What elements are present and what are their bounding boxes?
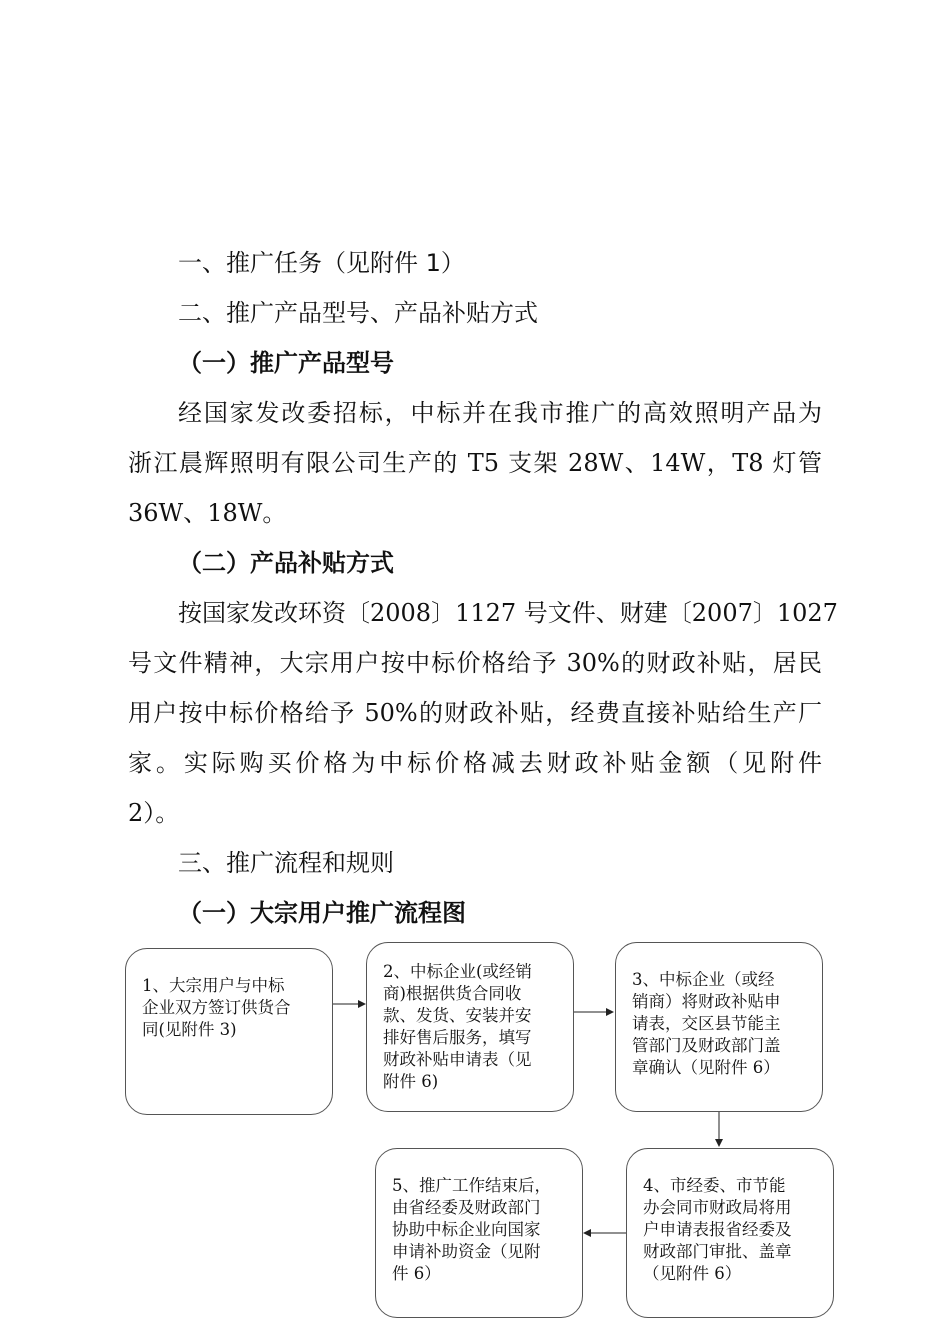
flow-step-5-text: 5、推广工作结束后， 由省经委及财政部门 协助中标企业向国家 申请补助资金（见附 件 6） (392, 1176, 551, 1283)
section-2-2-title: （二）产品补贴方式 (178, 548, 394, 577)
flow-step-2-text: 2、中标企业(或经销 商)根据供货合同收 款、发货、安装并安 排好售后服务，填写 财政补贴申请表（见 附件 6) (383, 962, 532, 1091)
paragraph-line: 36W、18W。 (128, 499, 287, 527)
flow-step-1 (125, 948, 333, 1115)
paragraph-line: 号文件精神，大宗用户按中标价格给予 30%的财政补贴，居民 (128, 649, 822, 677)
flow-step-4 (626, 1148, 834, 1318)
paragraph-line: 家。实际购买价格为中标价格减去财政补贴金额（见附件 (128, 749, 822, 777)
section-3-title: 三、推广流程和规则 (178, 849, 394, 877)
section-2-title: 二、推广产品型号、产品补贴方式 (178, 299, 538, 327)
flow-step-3-text: 3、中标企业（或经 销商）将财政补贴申 请表，交区县节能主 管部门及财政部门盖 章确认（见附件 6） (632, 970, 781, 1077)
paragraph-line: 按国家发改环资〔2008〕1127 号文件、财建〔2007〕1027 (178, 599, 838, 627)
flow-step-2 (366, 942, 574, 1112)
section-1-title: 一、推广任务（见附件 1） (178, 249, 465, 277)
paragraph-line: 2）。 (128, 799, 180, 827)
paragraph-line: 浙江晨辉照明有限公司生产的 T5 支架 28W、14W，T8 灯管 (128, 449, 822, 477)
flow-step-3 (615, 942, 823, 1112)
flow-step-1-text: 1、大宗用户与中标 企业双方签订供货合 同(见附件 3) (142, 976, 291, 1039)
paragraph-line: 用户按中标价格给予 50%的财政补贴，经费直接补贴给生产厂 (128, 699, 822, 727)
paragraph-line: 经国家发改委招标，中标并在我市推广的高效照明产品为 (178, 399, 822, 427)
flow-step-4-text: 4、市经委、市节能 办会同市财政局将用 户申请表报省经委及 财政部门审批、盖章 （见附件 6） (643, 1176, 792, 1283)
section-3-1-title: （一）大宗用户推广流程图 (178, 898, 466, 927)
flow-step-5 (375, 1148, 583, 1318)
section-2-1-title: （一）推广产品型号 (178, 348, 394, 377)
